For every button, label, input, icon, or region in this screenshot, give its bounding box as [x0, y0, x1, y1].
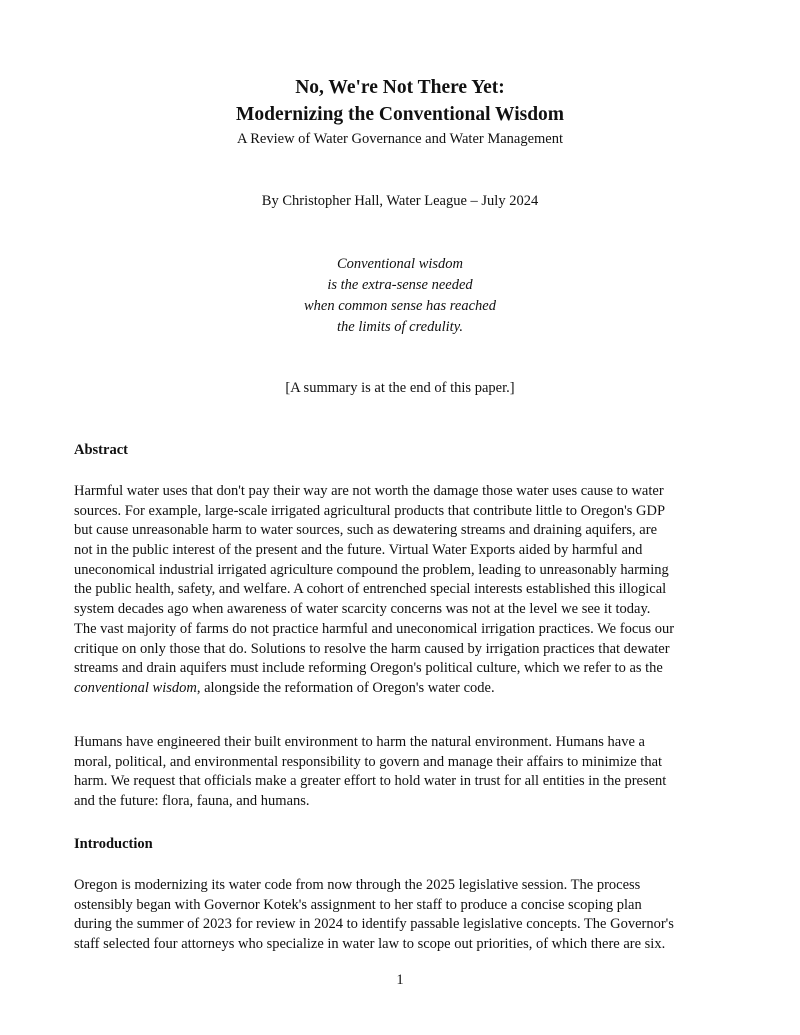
text-line: ostensibly began with Governor Kotek's assignment to her staff to produce a concise scoping plan: [74, 896, 642, 913]
epigraph-line: is the extra-sense needed: [327, 277, 473, 293]
epigraph-line: when common sense has reached: [304, 298, 496, 314]
byline: By Christopher Hall, Water League – July 2024: [261, 193, 539, 209]
abstract-paragraph-1: [74, 482, 734, 699]
text-line-rest: , alongside the reformation of Oregon's water code.: [196, 679, 495, 696]
epigraph-line: the limits of credulity.: [337, 319, 463, 335]
emphasis-conventional-wisdom: conventional wisdom: [74, 679, 197, 696]
introduction-paragraph-1: [74, 876, 734, 955]
epigraph: [0, 254, 800, 338]
text-line: moral, political, and environmental responsibility to govern and manage their affairs to minimize that: [74, 753, 663, 770]
text-line: Humans have engineered their built environment to harm the natural environment. Humans have a: [74, 734, 645, 750]
text-line: streams and drain aquifers must include reforming Oregon's political culture, which we refer to as the: [74, 660, 663, 677]
title-line-2: Modernizing the Conventional Wisdom: [235, 104, 565, 125]
text-line-last: [74, 679, 734, 699]
title-line-1: No, We're Not There Yet:: [295, 77, 505, 98]
text-line: system decades ago when awareness of water scarcity concerns was not at the level we see it today.: [74, 601, 651, 618]
summary-note: [A summary is at the end of this paper.]: [285, 380, 515, 396]
text-line: sources. For example, large-scale irrigated agricultural products that contribute little to Oregon's GDP: [74, 502, 666, 519]
text-line: staff selected four attorneys who specialize in water law to scope out priorities, of which there are six.: [74, 936, 666, 953]
text-line: and the future: flora, fauna, and humans.: [74, 793, 310, 810]
text-line: but cause unreasonable harm to water sources, such as dewatering streams and draining aquifers, are: [74, 522, 658, 539]
page-number: 1: [396, 972, 404, 988]
text-line: the public health, safety, and welfare. A cohort of entrenched special interests established this illogical: [74, 581, 667, 598]
text-line: The vast majority of farms do not practice harmful and uneconomical irrigation practices. We focus our: [74, 620, 675, 637]
abstract-heading: Abstract: [74, 442, 128, 458]
text-line: Oregon is modernizing its water code from now through the 2025 legislative session. The process: [74, 877, 641, 893]
introduction-heading: Introduction: [74, 836, 153, 852]
subtitle: A Review of Water Governance and Water Management: [236, 131, 564, 147]
text-line: harm. We request that officials make a greater effort to hold water in trust for all entities in the present: [74, 773, 667, 790]
text-line: uneconomical industrial irrigated agriculture compound the problem, leading to unreasonably harming: [74, 561, 669, 578]
epigraph-line: Conventional wisdom: [336, 256, 464, 272]
text-line: not in the public interest of the present and the future. Virtual Water Exports aided by harmful and: [74, 542, 643, 559]
text-line: critique on only those that do. Solutions to resolve the harm caused by irrigation practices that dewater: [74, 640, 670, 657]
text-line: during the summer of 2023 for review in 2024 to identify passable legislative concepts. The Governor's: [74, 916, 674, 933]
text-line: Harmful water uses that don't pay their way are not worth the damage those water uses cause to water: [74, 483, 664, 499]
abstract-paragraph-2: [74, 733, 734, 812]
